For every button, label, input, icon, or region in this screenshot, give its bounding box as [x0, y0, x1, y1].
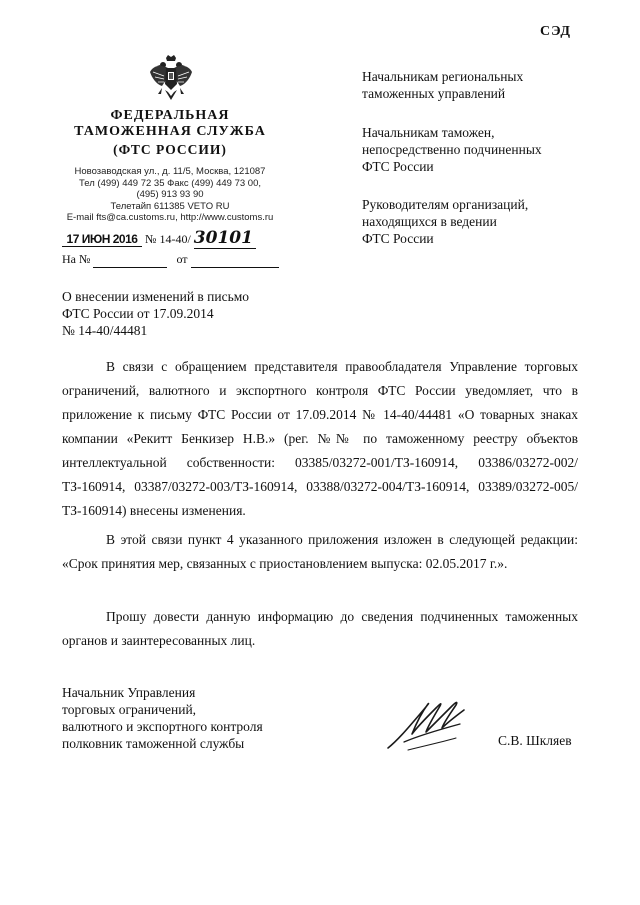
incoming-reference	[62, 252, 279, 268]
addressee-line: таможенных управлений	[362, 86, 506, 101]
body-paragraph-amendment: В этой связи пункт 4 указанного приложения изложен в следующей редакции: «Срок принятия мер, связанных с приостановлением выпуска: 02.05.2017 г.».	[62, 532, 578, 571]
body-paragraph-notice: В связи с обращением представителя правообладателя Управление торговых ограничений, валютного и экспортного контроля ФТС России уведомляет, что в приложение к письму ФТС России от 17.09.2014 № 14-40/44481 «О товарных знаках компании «Рекитт Бенкизер Н.В.» (рег. №№ по таможенному реестру объектов интеллектуальной собственности: 03385/03272-001/ТЗ-160914, 03386/03272-002/ТЗ-160914, 03387/03272-003/ТЗ-160914, 03388/03272-004/ТЗ-160914, 03389/03272-005/ТЗ-160914) внесены изменения.	[62, 359, 578, 518]
handwritten-signature-icon	[378, 690, 488, 760]
registration-number-handwritten: 30101	[194, 228, 256, 249]
addressee-regional-directorates	[362, 68, 612, 102]
sender-phone-fax: Тел (499) 449 72 35 Факс (499) 449 73 00,	[78, 177, 262, 189]
reference-date-blank	[191, 252, 279, 268]
signatory-title-line: торговых ограничений,	[62, 702, 197, 717]
subject-line: № 14-40/44481	[62, 323, 148, 338]
document-system-mark: СЭД	[540, 24, 572, 39]
sender-name-line2: ТАМОЖЕННАЯ СЛУЖБА	[74, 124, 266, 139]
addressee-customs-heads	[362, 124, 612, 175]
subject-line: О внесении изменений в письмо	[62, 289, 250, 304]
sender-teletype: Телетайп 611385 VETO RU	[110, 200, 230, 212]
addressee-line: Начальникам региональных	[362, 69, 524, 84]
sender-address: Новозаводская ул., д. 11/5, Москва, 121087	[74, 166, 266, 177]
reference-number-blank	[93, 252, 167, 268]
signatory-title-line: валютного и экспортного контроля	[62, 719, 263, 734]
subject-line: ФТС России от 17.09.2014	[62, 306, 214, 321]
addressee-organization-heads	[362, 196, 612, 247]
sender-name-line3: (ФТС РОССИИ)	[113, 142, 227, 157]
addressee-line: находящихся в ведении	[362, 214, 497, 229]
double-headed-eagle-emblem-icon	[148, 54, 194, 104]
outgoing-registration	[62, 228, 256, 249]
signatory-title-line: Начальник Управления	[62, 685, 196, 700]
signatory-title	[62, 684, 312, 752]
sender-phone-2: (495) 913 93 90	[136, 189, 204, 200]
body-paragraph-request: Прошу довести данную информацию до сведения подчиненных таможенных органов и заинтересованных лиц.	[62, 609, 578, 648]
signatory-name: С.В. Шкляев	[498, 733, 572, 748]
registration-number-prefix: № 14-40/	[145, 232, 191, 246]
signatory-title-line: полковник таможенной службы	[62, 736, 245, 751]
addressee-line: Начальникам таможен,	[362, 125, 495, 140]
addressee-line: ФТС России	[362, 159, 434, 174]
letter-subject	[62, 288, 302, 339]
addressee-line: непосредственно подчиненных	[362, 142, 542, 157]
registration-date-stamp: 17 ИЮН 2016	[62, 232, 142, 247]
reference-number-label: На №	[62, 252, 91, 266]
sender-contacts	[60, 166, 280, 224]
sender-name-line1: ФЕДЕРАЛЬНАЯ	[110, 108, 230, 123]
addressee-line: Руководителям организаций,	[362, 197, 529, 212]
sender-email-web: E-mail fts@ca.customs.ru, http://www.customs.ru	[66, 212, 274, 223]
reference-date-label: от	[176, 252, 188, 266]
addressee-line: ФТС России	[362, 231, 434, 246]
